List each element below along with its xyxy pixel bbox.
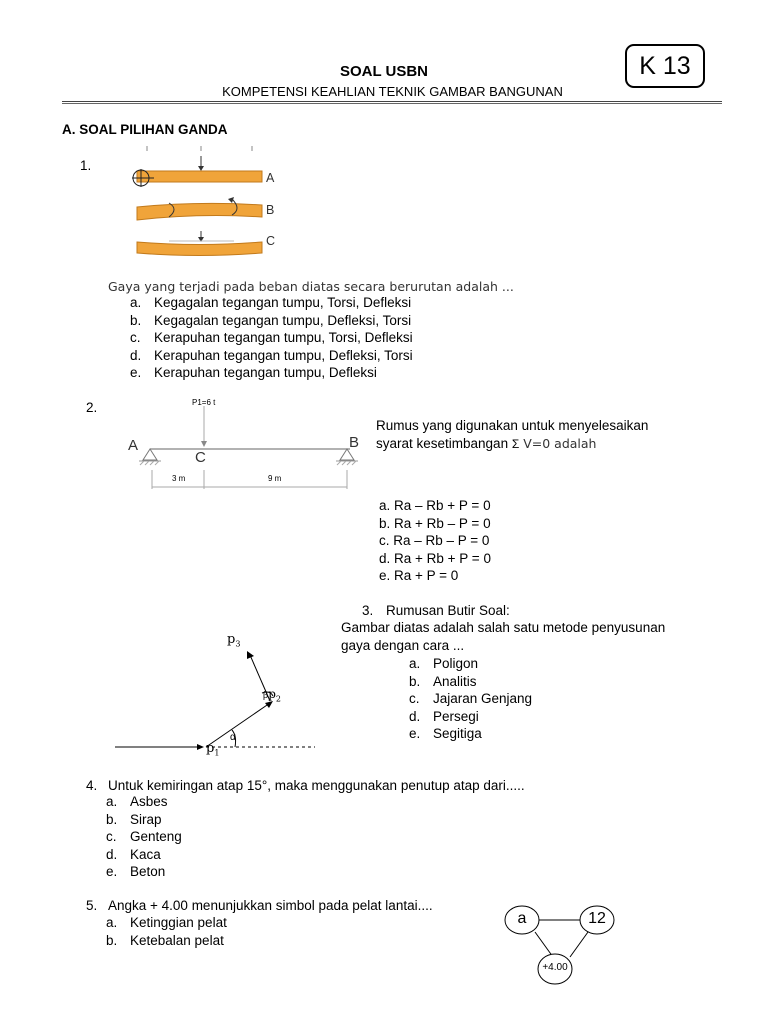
q5-options xyxy=(106,914,227,949)
q2-dim-left: 3 m xyxy=(172,474,186,483)
q1-question: Gaya yang terjadi pada beban diatas secara berurutan adalah ... xyxy=(108,279,514,294)
q2-option-e[interactable]: e. Ra + P = 0 xyxy=(379,568,459,584)
q2-option-c[interactable]: c. Ra – Rb – P = 0 xyxy=(379,533,490,549)
q1-options xyxy=(130,294,413,382)
q4-option-d[interactable]: d. Kaca xyxy=(106,846,161,862)
q3-title: Rumusan Butir Soal: xyxy=(386,603,510,618)
q3-label-p3: $p_3$ xyxy=(227,632,241,649)
page-title: SOAL USBN xyxy=(339,63,429,80)
q5-option-a[interactable]: a. Ketinggian pelat xyxy=(106,915,227,930)
q5-symbol-bottom: +4.00 xyxy=(542,962,568,973)
q2-beam-figure xyxy=(122,392,372,492)
q2-point-c: C xyxy=(195,449,206,466)
q4-number: 4. xyxy=(86,778,98,793)
q3-options xyxy=(409,655,532,743)
q2-option-b[interactable]: b. Ra + Rb – P = 0 xyxy=(379,515,491,531)
header-divider xyxy=(62,101,722,104)
curriculum-badge: K 13 xyxy=(625,44,705,88)
q5-symbol-left: a xyxy=(517,910,527,927)
q4-option-e[interactable]: e. Beton xyxy=(106,864,166,880)
q2-question-line2: syarat kesetimbangan Σ V=0 adalah xyxy=(376,436,597,451)
q1-option-e[interactable]: e. Kerapuhan tegangan tumpu, Defleksi xyxy=(130,365,377,381)
q3-option-c[interactable]: c. Jajaran Genjang xyxy=(409,691,533,707)
q3-label-alpha: α xyxy=(230,732,236,743)
q2-support-b: B xyxy=(349,434,360,451)
q1-label-b: B xyxy=(266,203,275,217)
q3-option-b[interactable]: b. Analitis xyxy=(409,673,477,689)
q4-option-a[interactable]: a. Asbes xyxy=(106,794,168,809)
q1-option-a[interactable]: a. Kegagalan tegangan tumpu, Torsi, Defleksi xyxy=(130,295,412,310)
q4-question: Untuk kemiringan atap 15°, maka menggunakan penutup atap dari..... xyxy=(108,778,525,793)
q3-question-line1: Gambar diatas adalah salah satu metode penyusunan xyxy=(341,620,666,635)
q2-options xyxy=(379,497,491,585)
q5-symbol-right: 12 xyxy=(588,910,606,927)
q2-dim-right: 9 m xyxy=(268,474,282,483)
q4-option-b[interactable]: b. Sirap xyxy=(106,811,162,827)
q1-option-d[interactable]: d. Kerapuhan tegangan tumpu, Defleksi, Torsi xyxy=(130,347,413,363)
q1-label-c: C xyxy=(266,234,276,248)
section-heading: A. SOAL PILIHAN GANDA xyxy=(62,122,228,137)
q3-option-a[interactable]: a. Poligon xyxy=(409,656,479,671)
q1-option-c[interactable]: c. Kerapuhan tegangan tumpu, Torsi, Defleksi xyxy=(130,330,413,346)
q3-option-d[interactable]: d. Persegi xyxy=(409,708,479,724)
q1-option-b[interactable]: b. Kegagalan tegangan tumpu, Defleksi, Torsi xyxy=(130,312,412,328)
q4-options xyxy=(106,793,182,881)
q5-question: Angka + 4.00 menunjukkan simbol pada pelat lantai.... xyxy=(108,898,433,913)
q3-label-p1: $p_1$ xyxy=(206,741,220,758)
q2-question-line1: Rumus yang digunakan untuk menyelesaikan xyxy=(376,418,649,433)
q4-option-c[interactable]: c. Genteng xyxy=(106,829,182,845)
q2-load-label: P1=6 t xyxy=(192,398,216,407)
q3-option-e[interactable]: e. Segitiga xyxy=(409,726,482,742)
q3-number: 3. xyxy=(362,603,374,618)
q3-label-p2: $\beta p_2$ xyxy=(263,687,281,704)
q5-number: 5. xyxy=(86,898,98,913)
q2-support-a: A xyxy=(128,437,139,454)
q1-label-a: A xyxy=(266,171,275,185)
page-subtitle: KOMPETENSI KEAHLIAN TEKNIK GAMBAR BANGUNAN xyxy=(222,84,563,99)
q3-question-line2: gaya dengan cara ... xyxy=(341,638,465,653)
q5-option-b[interactable]: b. Ketebalan pelat xyxy=(106,932,224,948)
q2-option-a[interactable]: a. Ra – Rb + P = 0 xyxy=(379,498,491,513)
q1-number: 1. xyxy=(80,158,92,173)
q2-number: 2. xyxy=(86,400,98,415)
q2-option-d[interactable]: d. Ra + Rb + P = 0 xyxy=(379,550,491,566)
